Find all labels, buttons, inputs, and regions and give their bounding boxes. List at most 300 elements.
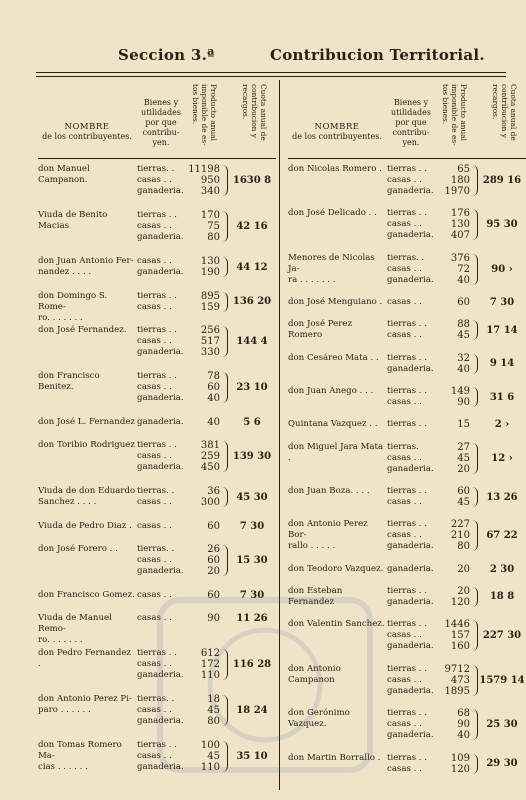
annual-quota: 42 16 [236, 221, 268, 233]
asset-type: tierras . . [387, 352, 427, 363]
asset-value: 26 [207, 544, 220, 556]
annual-quota: 13 26 [486, 491, 518, 503]
asset-value: 407 [450, 230, 470, 242]
contributor-name-line: don José Forero . . [38, 544, 118, 555]
asset-row [38, 210, 276, 221]
asset-type: tierras . . [387, 164, 427, 174]
header-bienes-line: por que [145, 118, 177, 127]
asset-type: casas . . [137, 175, 172, 185]
contributor-name-line: don Manuel Campanon. [38, 164, 90, 185]
asset-value: 60 [207, 382, 220, 394]
asset-value: 75 [207, 221, 220, 233]
asset-type: tierras . . [387, 486, 427, 497]
annual-quota: 17 14 [486, 324, 518, 336]
asset-type: tierras. . [137, 693, 175, 704]
asset-row [38, 566, 276, 577]
library-stamp-watermark [150, 590, 380, 780]
contributor-name-line: don José Fernandez. [38, 325, 127, 336]
contributor-name-line: Sanchez . . . . [38, 497, 97, 508]
header-name [288, 122, 386, 142]
asset-type: casas . . [137, 336, 172, 347]
asset-value: 40 [457, 274, 470, 286]
contributor-name-line: don Miguel Jara Mata . [288, 441, 384, 463]
asset-value: 1446 [444, 619, 470, 631]
asset-type: ganaderia. [137, 566, 184, 577]
asset-type: ganaderia. [137, 267, 184, 278]
asset-type: tierras . . [387, 208, 427, 219]
contributor-name-line: don Gerónimo Vazquez. [288, 708, 350, 730]
annual-quota: 18 24 [236, 704, 268, 716]
asset-value: 11198 [188, 164, 220, 175]
asset-type: ganaderia. [387, 186, 434, 196]
asset-row [288, 275, 526, 286]
annual-quota: 2 › [494, 419, 510, 431]
asset-value: 376 [450, 252, 470, 264]
grouping-brace [221, 211, 228, 242]
header-bienes-line: contribu- [392, 128, 430, 137]
asset-value: 109 [450, 752, 470, 764]
asset-value: 45 [457, 497, 470, 509]
asset-value: 90 [207, 613, 220, 625]
asset-value: 160 [450, 641, 470, 653]
asset-value: 45 [207, 750, 220, 762]
contributor-name-line: don Valentin Sanchez. [288, 619, 385, 630]
asset-type: tierras. . [137, 164, 175, 174]
header-bienes-line: yen. [152, 138, 170, 147]
top-rule-thin [36, 76, 506, 77]
contributor-entry [288, 203, 526, 247]
asset-value: 256 [200, 325, 220, 337]
grouping-brace [471, 443, 478, 474]
contributor-name-line: don Pedro Fernandez . [38, 647, 131, 669]
asset-value: 950 [200, 175, 220, 186]
asset-value: 100 [200, 739, 220, 751]
asset-type: ganaderia. [137, 761, 184, 772]
contributor-name-line: don Tomas Romero Ma- [38, 739, 122, 761]
asset-type: tierras . . [387, 619, 427, 630]
contributor-entry [38, 251, 276, 286]
asset-value: 300 [200, 497, 220, 509]
asset-value: 65 [457, 164, 470, 175]
header-cuota-line: recargos. [491, 84, 500, 120]
contributor-name-line: Viuda de Benito Macias [38, 210, 108, 232]
header-producto-line: imponible de es- [450, 84, 459, 146]
annual-quota: 29 30 [486, 758, 518, 770]
contributor-name-line: don Martin Borrallo . [288, 752, 381, 763]
asset-value: 381 [200, 440, 220, 452]
asset-type: ganaderia. [387, 563, 434, 574]
grouping-brace [471, 665, 478, 696]
asset-type: casas . . [137, 497, 172, 508]
contributor-name-line: don Teodoro Vazquez. [288, 563, 384, 574]
asset-row [38, 186, 276, 197]
asset-type: casas . . [387, 530, 422, 541]
contributor-entry [38, 159, 276, 205]
asset-row [288, 208, 526, 219]
asset-type: tierras . . [137, 210, 177, 221]
contributor-name-line: ra . . . . . . . [288, 274, 336, 285]
annual-quota: 1630 8 [232, 175, 272, 186]
contributor-entry [38, 320, 276, 366]
asset-type: tierras. . [387, 252, 425, 263]
annual-quota: 31 6 [489, 391, 515, 403]
asset-value: 473 [450, 674, 470, 686]
annual-quota: 90 › [491, 263, 513, 275]
header-producto-line: Producto anual [209, 84, 218, 142]
asset-value: 149 [450, 386, 470, 398]
annual-quota: 7 30 [239, 590, 265, 602]
contributor-name-line: don Antonio Campanon [288, 663, 341, 685]
contributor-name-line: cias . . . . . . [38, 761, 88, 772]
contributor-entry [288, 314, 526, 347]
header-cuota-line: contribucion y [500, 84, 509, 138]
asset-type: casas . . [387, 719, 422, 730]
contributor-name-line: don José Delicado . . [288, 208, 377, 219]
contributor-entry [288, 481, 526, 514]
grouping-brace [471, 620, 478, 651]
header-producto [188, 84, 218, 154]
contributor-name-line: don Francisco Benitez. [38, 371, 100, 393]
asset-row [38, 325, 276, 336]
asset-value: 330 [200, 347, 220, 359]
header-name-title: NOMBRE [64, 122, 110, 132]
annual-quota: 25 30 [486, 719, 518, 731]
asset-type: casas . . [137, 613, 172, 624]
grouping-brace [471, 587, 478, 607]
asset-type: tierras . . [137, 325, 177, 336]
contributor-name-line: don Francisco Gomez. [38, 590, 135, 601]
section-heading: Seccion 3.ª [118, 46, 215, 64]
asset-type: tierras . . [387, 386, 427, 397]
header-bienes-line: utilidades [141, 108, 181, 117]
header-bienes [387, 98, 435, 148]
asset-type: ganaderia. [387, 541, 434, 552]
contributor-name-line: don José L. Fernandez [38, 417, 135, 428]
asset-value: 20 [207, 566, 220, 578]
asset-value: 60 [457, 297, 470, 309]
asset-row [38, 232, 276, 243]
contributor-entry [38, 516, 276, 539]
contributor-entry [288, 348, 526, 381]
asset-type: casas . . [137, 704, 172, 715]
asset-type: ganaderia. [137, 232, 184, 243]
asset-value: 88 [457, 319, 470, 331]
annual-quota: 67 22 [486, 530, 518, 542]
contributor-name-line: don Antonio Perez Bor- [288, 519, 368, 541]
contributor-name-line: ro. . . . . . . [38, 312, 83, 323]
grouping-brace [221, 441, 228, 472]
asset-value: 517 [200, 336, 220, 348]
annual-quota: 289 16 [482, 175, 522, 186]
asset-type: casas . . [137, 520, 172, 531]
grouping-brace [471, 354, 478, 374]
asset-type: ganaderia. [137, 393, 184, 404]
asset-type: ganaderia. [387, 596, 434, 607]
asset-value: 895 [200, 290, 220, 302]
header-cuota-line: Cuota anual de [509, 84, 518, 141]
asset-type: ganaderia. [387, 730, 434, 741]
annual-quota: 1579 14 [479, 674, 525, 686]
asset-value: 20 [457, 563, 470, 575]
asset-value: 20 [457, 463, 470, 475]
header-cuota-line: recargos. [241, 84, 250, 120]
asset-value: 80 [207, 715, 220, 727]
asset-type: casas . . [387, 219, 422, 230]
contributor-name-line: don Cesáreo Mata . . [288, 352, 379, 363]
header-bienes-line: por que [395, 118, 427, 127]
annual-quota: 15 30 [236, 555, 268, 567]
asset-value: 36 [207, 486, 220, 498]
asset-value: 1970 [444, 186, 470, 197]
asset-value: 18 [207, 693, 220, 705]
asset-value: 612 [200, 647, 220, 659]
asset-type: casas . . [137, 555, 172, 566]
annual-quota: 5 6 [243, 417, 261, 429]
grouping-brace [221, 165, 228, 196]
asset-type: ganaderia. [387, 230, 434, 241]
header-bienes-line: contribu- [142, 128, 180, 137]
asset-value: 9712 [444, 663, 470, 675]
asset-value: 40 [457, 363, 470, 375]
grouping-brace [471, 387, 478, 407]
annual-quota: 139 30 [232, 451, 272, 463]
asset-value: 45 [457, 330, 470, 342]
header-producto-line: Producto anual [459, 84, 468, 142]
asset-value: 120 [450, 763, 470, 775]
annual-quota: 116 28 [232, 658, 272, 670]
asset-value: 110 [200, 761, 220, 773]
contributor-name-line: don José Menguiano . [288, 297, 383, 308]
annual-quota: 35 10 [236, 750, 268, 762]
asset-type: tierras . . [137, 371, 177, 382]
header-bienes-line: Bienes y [393, 98, 429, 107]
asset-value: 40 [207, 393, 220, 405]
contributor-entry [288, 292, 526, 314]
asset-type: ganaderia. [387, 685, 434, 696]
contributor-name-line: don Domingo S. Rome- [38, 290, 108, 312]
asset-value: 40 [207, 417, 220, 429]
contributor-entry [288, 514, 526, 558]
asset-value: 60 [207, 520, 220, 532]
header-producto [438, 84, 468, 154]
contributor-entry [38, 481, 276, 516]
contributor-entry [288, 248, 526, 292]
header-cuota-line: Cuota anual de [259, 84, 268, 141]
contributor-name-line: don Toribio Rodriguez [38, 440, 135, 451]
asset-value: 90 [457, 719, 470, 731]
asset-value: 159 [200, 301, 220, 313]
asset-value: 170 [200, 210, 220, 222]
header-name-title: NOMBRE [314, 122, 360, 132]
asset-type: ganaderia. [137, 417, 184, 428]
column-header [38, 80, 276, 159]
header-name [38, 122, 136, 142]
asset-type: tierras . . [137, 290, 177, 301]
asset-type: ganaderia. [137, 186, 184, 196]
contributor-entry [288, 559, 526, 581]
annual-quota: 11 26 [236, 613, 268, 625]
annual-quota: 2 30 [489, 563, 515, 575]
page-title: Contribucion Territorial. [270, 46, 485, 64]
contributor-name-line: Viuda de Pedro Diaz . [38, 520, 132, 531]
asset-type: casas . . [137, 451, 172, 462]
grouping-brace [471, 709, 478, 740]
asset-value: 259 [200, 451, 220, 463]
asset-type: ganaderia. [137, 462, 184, 473]
asset-type: tierras . . [387, 585, 427, 596]
contributor-name-line: paro . . . . . . [38, 704, 91, 715]
asset-type: casas . . [387, 397, 422, 408]
contributor-entry [38, 366, 276, 412]
asset-type: casas . . [137, 382, 172, 393]
asset-value: 60 [207, 590, 220, 602]
grouping-brace [221, 372, 228, 403]
asset-type: casas . . [387, 175, 422, 185]
asset-value: 60 [207, 555, 220, 567]
asset-type: tierras . . [137, 739, 177, 750]
asset-value: 45 [457, 452, 470, 464]
asset-type: tierras . . [387, 663, 427, 674]
asset-value: 60 [457, 486, 470, 498]
annual-quota: 136 20 [232, 296, 272, 308]
asset-type: casas . . [137, 301, 172, 312]
asset-value: 80 [457, 541, 470, 553]
asset-type: ganaderia. [137, 715, 184, 726]
asset-value: 210 [450, 530, 470, 542]
contributor-entry [38, 205, 276, 251]
annual-quota: 45 30 [236, 491, 268, 503]
annual-quota: 23 10 [236, 382, 268, 394]
asset-type: ganaderia. [137, 669, 184, 680]
asset-value: 227 [450, 519, 470, 531]
asset-value: 15 [457, 419, 470, 431]
header-bienes [137, 98, 185, 148]
column-header [288, 80, 526, 159]
annual-quota: 7 30 [489, 297, 515, 309]
asset-type: casas . . [387, 330, 422, 341]
asset-row [38, 462, 276, 473]
asset-type: tierras. . [137, 486, 175, 497]
asset-value: 40 [457, 730, 470, 742]
contributor-name-line: Viuda de Manuel Remo- [38, 613, 112, 635]
header-cuota-line: contribucion y [250, 84, 259, 138]
asset-value: 120 [450, 596, 470, 608]
asset-value: 180 [450, 175, 470, 186]
annual-quota: 144 4 [236, 336, 268, 348]
grouping-brace [221, 257, 228, 277]
asset-row [38, 347, 276, 358]
asset-type: ganaderia. [387, 363, 434, 374]
asset-type: casas . . [387, 263, 422, 274]
asset-type: tierras . . [387, 752, 427, 763]
asset-value: 90 [457, 397, 470, 409]
grouping-brace [471, 254, 478, 285]
contributor-name-line: don Nicolas Romero . [288, 164, 382, 174]
asset-type: ganaderia. [137, 347, 184, 358]
asset-row [288, 253, 526, 264]
contributor-entry [288, 381, 526, 414]
header-producto-line: tos bienes. [191, 84, 200, 125]
asset-type: casas . . [387, 297, 422, 308]
asset-type: casas . . [137, 658, 172, 669]
asset-row [288, 464, 526, 475]
asset-value: 157 [450, 630, 470, 642]
asset-row [288, 164, 526, 175]
header-name-subtitle: de los contribuyentes. [42, 132, 132, 141]
grouping-brace [471, 165, 478, 196]
asset-row [38, 393, 276, 404]
contributor-name-line: Quintana Vazquez . . [288, 419, 378, 430]
annual-quota: 7 30 [239, 520, 265, 532]
contributor-entry [288, 437, 526, 481]
annual-quota: 9 14 [489, 358, 515, 370]
asset-type: tierras . . [387, 708, 427, 719]
grouping-brace [221, 326, 228, 357]
contributor-name-line: rallo . . . . . [288, 541, 336, 552]
contributor-entry [288, 414, 526, 436]
asset-type: casas . . [387, 497, 422, 508]
asset-row [288, 230, 526, 241]
asset-value: 80 [207, 232, 220, 244]
contributor-name-line: don Esteban Fernandez [288, 585, 343, 607]
asset-value: 68 [457, 708, 470, 720]
asset-value: 20 [457, 585, 470, 597]
header-name-subtitle: de los contribuyentes. [292, 132, 382, 141]
contributor-entry [38, 539, 276, 585]
asset-type: ganaderia. [387, 274, 434, 285]
asset-type: casas . . [137, 256, 172, 267]
contributor-entry [38, 412, 276, 435]
asset-value: 72 [457, 263, 470, 275]
grouping-brace [471, 209, 478, 240]
header-bienes-line: yen. [402, 138, 420, 147]
asset-type: tierras . . [137, 647, 177, 658]
asset-value: 176 [450, 208, 470, 220]
asset-value: 172 [200, 658, 220, 670]
asset-type: tierras. [387, 441, 419, 452]
contributor-name-line: don José Perez Romero [288, 319, 352, 341]
asset-value: 32 [457, 352, 470, 364]
header-bienes-line: Bienes y [143, 98, 179, 107]
header-cuota [488, 84, 518, 154]
asset-value: 110 [200, 669, 220, 681]
annual-quota: 18 8 [489, 591, 515, 603]
asset-row [288, 442, 526, 453]
top-rule [36, 72, 506, 73]
contributor-entry [38, 435, 276, 481]
asset-value: 130 [450, 219, 470, 231]
contributor-name-line: Menores de Nicolas Ja- [288, 252, 375, 274]
asset-type: ganaderia. [387, 463, 434, 474]
asset-type: casas . . [387, 674, 422, 685]
asset-type: casas . . [387, 452, 422, 463]
contributor-name-line: ro. . . . . . . [38, 635, 83, 646]
asset-value: 340 [200, 186, 220, 197]
asset-type: ganaderia. [387, 641, 434, 652]
asset-row [38, 371, 276, 382]
asset-type: tierras . . [387, 519, 427, 530]
header-cuota [238, 84, 268, 154]
annual-quota: 95 30 [486, 219, 518, 231]
asset-type: casas . . [387, 630, 422, 641]
contributor-name-line: don Juan Boza. . . . [288, 486, 370, 497]
asset-row [38, 544, 276, 555]
annual-quota: 44 12 [236, 261, 268, 273]
asset-type: tierras . . [137, 440, 177, 451]
header-producto-line: imponible de es- [200, 84, 209, 146]
grouping-brace [221, 292, 228, 312]
asset-value: 78 [207, 371, 220, 383]
